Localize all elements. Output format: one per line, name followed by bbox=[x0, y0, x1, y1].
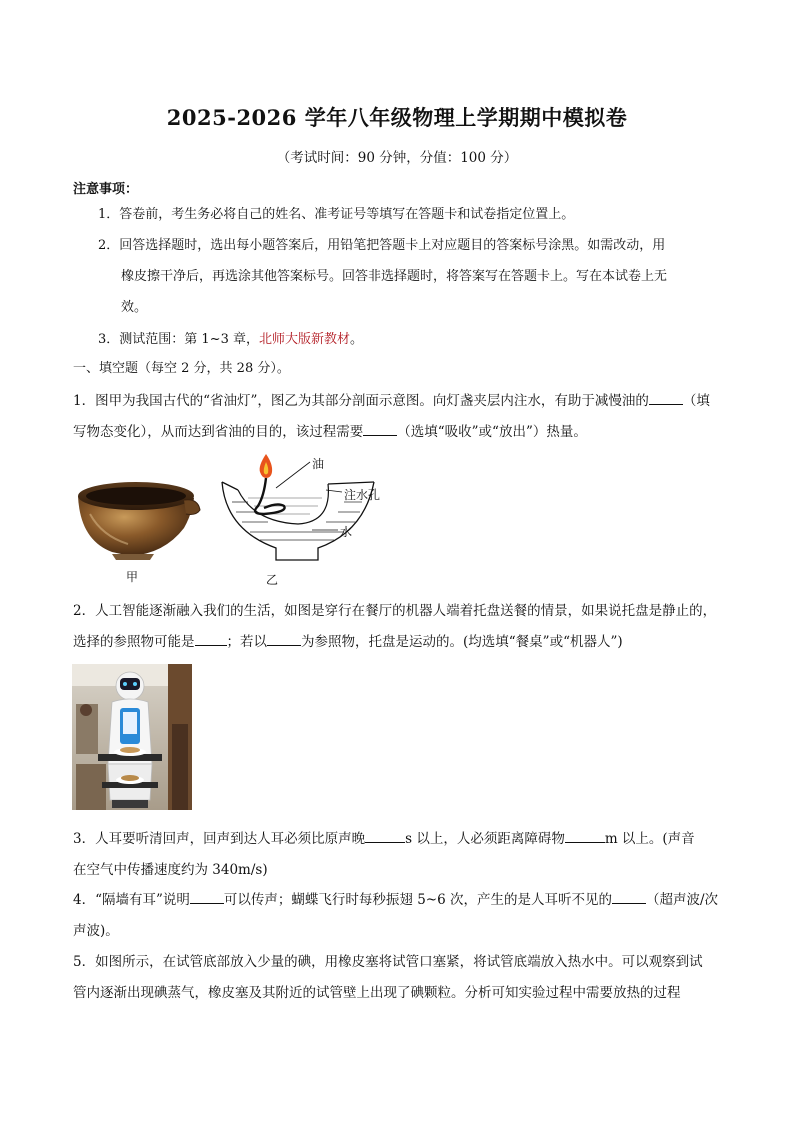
question-4-line-2: 声波)。 bbox=[73, 923, 119, 939]
lamp-cross-section-diagram bbox=[214, 452, 394, 568]
q3-text: 3．人耳要听清回声，回声到达人耳必须比原声晚 bbox=[73, 831, 366, 847]
q1-text: （填 bbox=[682, 393, 710, 409]
notice-item-1: 1．答卷前，考生务必将自己的姓名、准考证号等填写在答题卡和试卷指定位置上。 bbox=[98, 207, 575, 222]
scope-text: 3．测试范围：第 1~3 章， bbox=[98, 332, 259, 347]
answer-blank[interactable] bbox=[612, 888, 646, 904]
notice-item-2-cont: 橡皮擦干净后，再选涂其他答案标号。回答非选择题时，将答案写在答题卡上。写在本试卷上无 bbox=[121, 269, 668, 284]
exam-info: （考试时间：90 分钟，分值：100 分） bbox=[276, 150, 518, 166]
label-water: 水 bbox=[340, 525, 353, 539]
notice-item-2: 2．回答选择题时，选出每小题答案后，用铅笔把答题卡上对应题目的答案标号涂黑。如需改动，用 bbox=[98, 238, 666, 253]
answer-blank[interactable] bbox=[267, 630, 301, 646]
notice-heading: 注意事项： bbox=[73, 182, 139, 197]
q1-text: （选填“吸收”或“放出”）热量。 bbox=[397, 424, 587, 440]
page-title: 2025-2026 学年八年级物理上学期期中模拟卷 bbox=[166, 105, 628, 130]
figure-yi-label: 乙 bbox=[266, 573, 279, 587]
section-heading: 一、填空题（每空 2 分，共 28 分）。 bbox=[73, 361, 290, 376]
answer-blank[interactable] bbox=[190, 888, 224, 904]
notice-item-2-end: 效。 bbox=[121, 300, 148, 315]
q3-text: m 以上。(声音 bbox=[604, 831, 695, 847]
answer-blank[interactable] bbox=[363, 420, 397, 436]
label-oil: 油 bbox=[312, 457, 325, 471]
question-2-line-2 bbox=[73, 627, 728, 657]
question-3-line-1 bbox=[73, 824, 728, 854]
figure-jia-label: 甲 bbox=[126, 570, 139, 584]
answer-blank[interactable] bbox=[365, 827, 405, 843]
q2-text: 选择的参照物可能是 bbox=[73, 634, 195, 650]
question-5-line-1: 5．如图所示，在试管底部放入少量的碘，用橡皮塞将试管口塞紧，将试管底端放入热水中。可以观察到试 bbox=[73, 954, 703, 970]
notice-item-3 bbox=[98, 325, 363, 355]
q2-text: ；若以 bbox=[226, 634, 267, 650]
oil-lamp-photo bbox=[72, 470, 204, 562]
serving-robot-photo bbox=[72, 664, 192, 810]
q1-text: 1．图甲为我国古代的“省油灯”，图乙为其部分剖面示意图。向灯盏夹层内注水，有助于减慢油的 bbox=[73, 393, 649, 409]
answer-blank[interactable] bbox=[565, 827, 605, 843]
question-1-line-1 bbox=[73, 386, 728, 416]
q4-text: 4．“隔墙有耳”说明 bbox=[73, 892, 190, 908]
question-2-line-1: 2．人工智能逐渐融入我们的生活，如图是穿行在餐厅的机器人端着托盘送餐的情景，如果说托盘是静止的， bbox=[73, 603, 717, 619]
question-5-line-2: 管内逐渐出现碘蒸气，橡皮塞及其附近的试管壁上出现了碘颗粒。分析可知实验过程中需要放热的过程 bbox=[73, 985, 681, 1001]
q3-text: s 以上，人必须距离障碍物 bbox=[405, 831, 565, 847]
answer-blank[interactable] bbox=[195, 630, 227, 646]
answer-blank[interactable] bbox=[649, 389, 683, 405]
label-water-inlet: 注水孔 bbox=[344, 488, 381, 502]
question-3-line-2: 在空气中传播速度约为 340m/s) bbox=[73, 862, 268, 878]
textbook-version: 北师大版新教材 bbox=[258, 332, 350, 347]
q4-text: （超声波/次 bbox=[645, 892, 719, 908]
period: 。 bbox=[350, 332, 364, 347]
q2-text: 为参照物，托盘是运动的。(均选填“餐桌”或“机器人”) bbox=[301, 634, 623, 650]
question-4-line-1 bbox=[73, 885, 728, 915]
q1-text: 写物态变化），从而达到省油的目的，该过程需要 bbox=[73, 424, 364, 440]
q4-text: 可以传声；蝴蝶飞行时每秒振翅 5~6 次，产生的是人耳听不见的 bbox=[223, 892, 612, 908]
question-1-line-2 bbox=[73, 417, 728, 447]
